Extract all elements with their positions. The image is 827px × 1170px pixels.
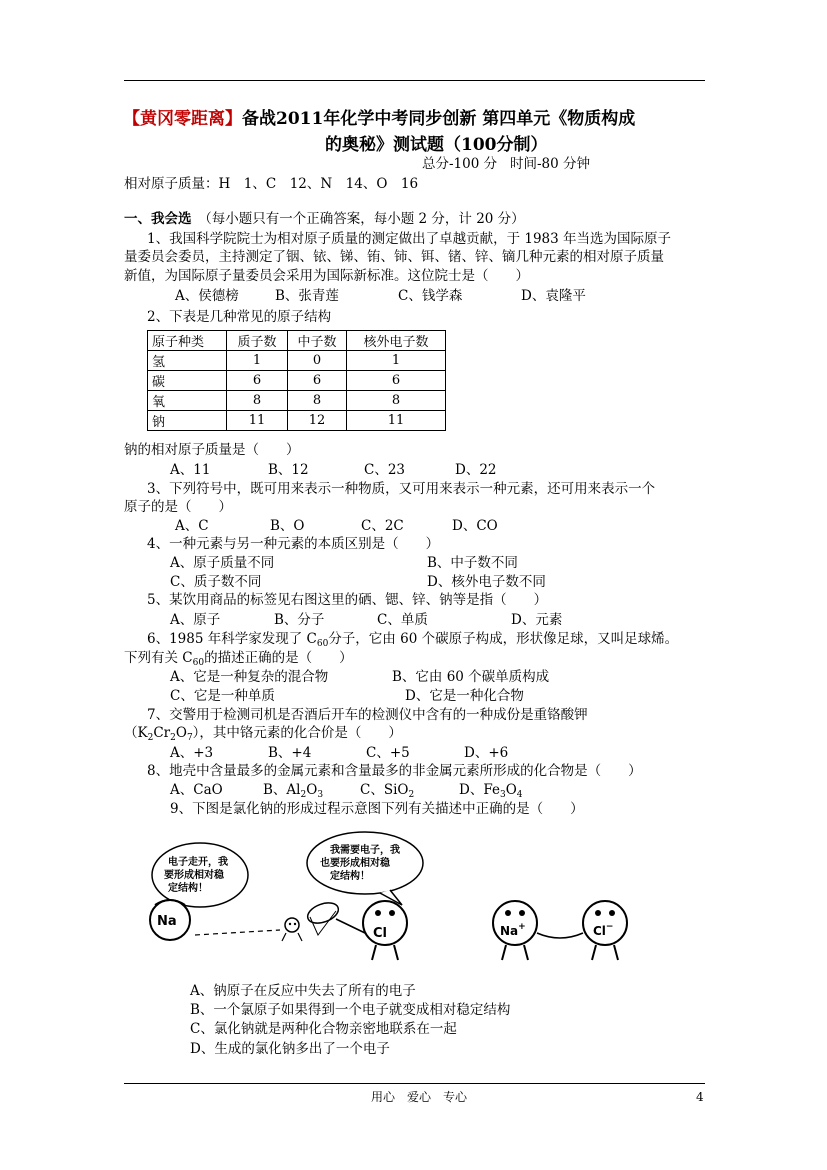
sodium-chloride-cartoon: [140, 825, 660, 970]
q5-option-a: A、原子: [170, 612, 221, 628]
table-cell: 8: [347, 391, 446, 411]
q8-stem: 8、地壳中含量最多的金属元素和含量最多的非金属元素所形成的化合物是（ ）: [147, 763, 642, 779]
table-row: [148, 391, 446, 411]
q2-option-d: D、22: [455, 462, 497, 478]
na-label: Na: [157, 914, 177, 929]
q7-line2: [124, 721, 402, 741]
na-ion-symbol: Na: [500, 924, 519, 938]
q6-option-b: B、它由 60 个碳单质构成: [392, 669, 550, 685]
q9-stem: 9、下图是氯化钠的形成过程示意图下列有关描述中正确的是（ ）: [170, 801, 584, 817]
table-cell: 8: [288, 391, 347, 411]
q1-line2: 量委员会委员，主持测定了铟、铱、锑、铕、铈、铒、锗、锌、镝几种元素的相对原子质量: [124, 249, 664, 265]
q7-option-c: C、+5: [366, 745, 410, 761]
q9-option-d: D、生成的氯化钠多出了一个电子: [190, 1041, 390, 1057]
section-label: 一、我会选: [124, 211, 192, 227]
q3-line1: 3、下列符号中，既可用来表示一种物质，又可用来表示一种元素，还可用来表示一个: [147, 481, 656, 497]
cl-label: Cl: [373, 926, 387, 941]
q7-sub-1: 2: [147, 733, 154, 743]
table-cell: 6: [347, 371, 446, 391]
q8-option-c: [360, 778, 414, 798]
q4-option-d: D、核外电子数不同: [427, 574, 546, 590]
q8-c-sub: 2: [408, 790, 415, 800]
bubble1-line3: 定结构！: [168, 883, 208, 894]
na-ion-charge: +: [518, 922, 526, 932]
header-rule: [124, 80, 705, 81]
q9-option-c: C、氯化钠就是两种化合物亲密地联系在一起: [190, 1021, 457, 1037]
q6-l1-subscript: 60: [316, 639, 329, 649]
q3-option-b: B、O: [270, 518, 305, 534]
q6-option-c: C、它是一种单质: [170, 688, 275, 704]
table-header-row: [148, 331, 446, 351]
footer-motto: 用心 爱心 专心: [371, 1090, 468, 1104]
section-heading: [124, 207, 525, 227]
table-header: 质子数: [227, 331, 288, 351]
q8-b-text2: O: [306, 782, 318, 798]
q3-option-d: D、CO: [452, 518, 498, 534]
q2-option-a: A、11: [170, 462, 211, 478]
table-cell: 11: [227, 411, 288, 431]
q4-option-c: C、质子数不同: [170, 574, 262, 590]
q7-sub-3: 7: [186, 733, 193, 743]
q8-b-text: B、Al: [263, 782, 301, 798]
footer-rule: [124, 1083, 705, 1084]
q5-option-b: B、分子: [274, 612, 325, 628]
q8-d-text2: O: [505, 782, 517, 798]
cl-ion-symbol: Cl: [593, 924, 606, 938]
page-title-line2: 的奥秘》测试题（100分制）: [325, 135, 548, 155]
table-header: 中子数: [288, 331, 347, 351]
cl-ion-charge: −: [605, 922, 614, 932]
table-cell: 氢: [148, 351, 227, 371]
table-cell: 0: [288, 351, 347, 371]
q8-c-text: C、SiO: [360, 782, 409, 798]
sodium-ion-character: [493, 901, 537, 960]
q6-line2: [124, 646, 353, 666]
q3-option-a: A、C: [175, 518, 209, 534]
q1-option-b: B、张青莲: [275, 288, 339, 304]
q8-option-b: [263, 778, 323, 798]
butterfly-net: [305, 899, 365, 935]
q1-option-a: A、侯德榜: [175, 288, 239, 304]
q6-l2-subscript: 60: [192, 658, 205, 668]
q7-option-b: B、+4: [268, 745, 312, 761]
bubble1-line1: 电子走开，我: [168, 857, 228, 868]
q1-option-c: C、钱学森: [398, 288, 463, 304]
table-header: 核外电子数: [347, 331, 446, 351]
q5-option-c: C、单质: [377, 612, 428, 628]
q5-option-d: D、元素: [511, 612, 563, 628]
q6-option-d: D、它是一种化合物: [405, 688, 524, 704]
chlorine-atom-character: [363, 901, 407, 960]
q2-after: 钠的相对原子质量是（ ）: [124, 442, 300, 458]
time-limit: 时间-80 分钟: [510, 156, 591, 172]
bubble2-line3: 定结构！: [330, 871, 370, 882]
section-note: （每小题只有一个正确答案，每小题 2 分，计 20 分）: [205, 211, 525, 227]
q7-l2d: ），其中铬元素的化合价是（ ）: [192, 725, 402, 741]
bubble2-line1: 我需要电子，我: [330, 845, 400, 856]
table-row: [148, 411, 446, 431]
q4-option-b: B、中子数不同: [427, 555, 518, 571]
q6-l2a: 下列有关 C: [124, 650, 193, 666]
q3-option-c: C、2C: [361, 518, 404, 534]
q7-option-a: A、+3: [170, 745, 214, 761]
q4-option-a: A、原子质量不同: [170, 555, 275, 571]
q8-d-text: D、Fe: [459, 782, 500, 798]
q8-option-a: A、CaO: [170, 782, 223, 798]
table-row: [148, 351, 446, 371]
atomic-mass-line: 相对原子质量：H 1、C 12、N 14、O 16: [124, 176, 419, 192]
electron-trail: [195, 930, 280, 935]
q8-d-sub2: 4: [516, 790, 523, 800]
q7-sub-2: 2: [170, 733, 176, 743]
title-line1: 备战2011年化学中考同步创新 第四单元《物质构成: [242, 109, 636, 129]
q6-l1a: 6、1985 年科学家发现了 C: [147, 631, 317, 647]
q5-stem: 5、某饮用商品的标签见右图这里的硒、锶、锌、钠等是指（ ）: [147, 592, 548, 608]
table-cell: 8: [227, 391, 288, 411]
holding-hands: [537, 933, 583, 938]
q6-line1: [147, 627, 678, 647]
sodium-atom-character: [150, 900, 190, 940]
electron-character: [282, 918, 302, 941]
q7-l2a: （K: [124, 725, 148, 741]
bubble1-line2: 要形成相对稳: [164, 870, 224, 881]
q8-option-d: [459, 778, 523, 798]
q7-line1: 7、交警用于检测司机是否酒后开车的检测仪中含有的一种成份是重铬酸钾: [147, 707, 588, 723]
bubble2-line2: 也要形成相对稳: [320, 858, 390, 869]
atom-structure-table: [147, 330, 446, 431]
q8-b-sub1: 2: [300, 790, 307, 800]
q2-option-c: C、23: [364, 462, 406, 478]
q4-stem: 4、一种元素与另一种元素的本质区别是（ ）: [147, 536, 440, 552]
table-cell: 11: [347, 411, 446, 431]
table-cell: 碳: [148, 371, 227, 391]
q1-option-d: D、袁隆平: [521, 288, 586, 304]
speech-bubble-chlorine: [307, 832, 423, 905]
q8-b-sub2: 3: [317, 790, 324, 800]
title-bracket: 【黄冈零距离】: [123, 109, 242, 129]
table-cell: 12: [288, 411, 347, 431]
total-score: 总分-100 分: [422, 156, 498, 172]
page-number: 4: [696, 1090, 704, 1104]
q7-option-d: D、+6: [464, 745, 509, 761]
q2-stem: 2、下表是几种常见的原子结构: [147, 309, 332, 325]
q7-l2c: O: [175, 725, 187, 741]
table-cell: 氧: [148, 391, 227, 411]
q6-l2b: 的描述正确的是（ ）: [204, 650, 353, 666]
q6-l1b: 分子，它由 60 个碳原子构成，形状像足球，又叫足球烯。: [328, 631, 679, 647]
table-header: 原子种类: [148, 331, 227, 351]
q8-d-sub1: 3: [499, 790, 506, 800]
q3-line2: 原子的是（ ）: [124, 499, 232, 515]
q9-option-b: B、一个氯原子如果得到一个电子就变成相对稳定结构: [190, 1002, 511, 1018]
table-cell: 6: [288, 371, 347, 391]
q1-line1: 1、我国科学院院士为相对原子质量的测定做出了卓越贡献，于 1983 年当选为国际原子: [147, 231, 672, 247]
table-cell: 1: [227, 351, 288, 371]
q7-l2b: Cr: [153, 725, 171, 741]
q1-line3: 新值，为国际原子量委员会采用为国际新标准。这位院士是（ ）: [124, 268, 529, 284]
q6-option-a: A、它是一种复杂的混合物: [170, 669, 329, 685]
table-cell: 1: [347, 351, 446, 371]
q2-option-b: B、12: [268, 462, 309, 478]
table-cell: 6: [227, 371, 288, 391]
page-title: [123, 104, 635, 129]
table-row: [148, 371, 446, 391]
chloride-ion-character: [583, 901, 627, 960]
table-cell: 钠: [148, 411, 227, 431]
q9-option-a: A、钠原子在反应中失去了所有的电子: [190, 983, 416, 999]
